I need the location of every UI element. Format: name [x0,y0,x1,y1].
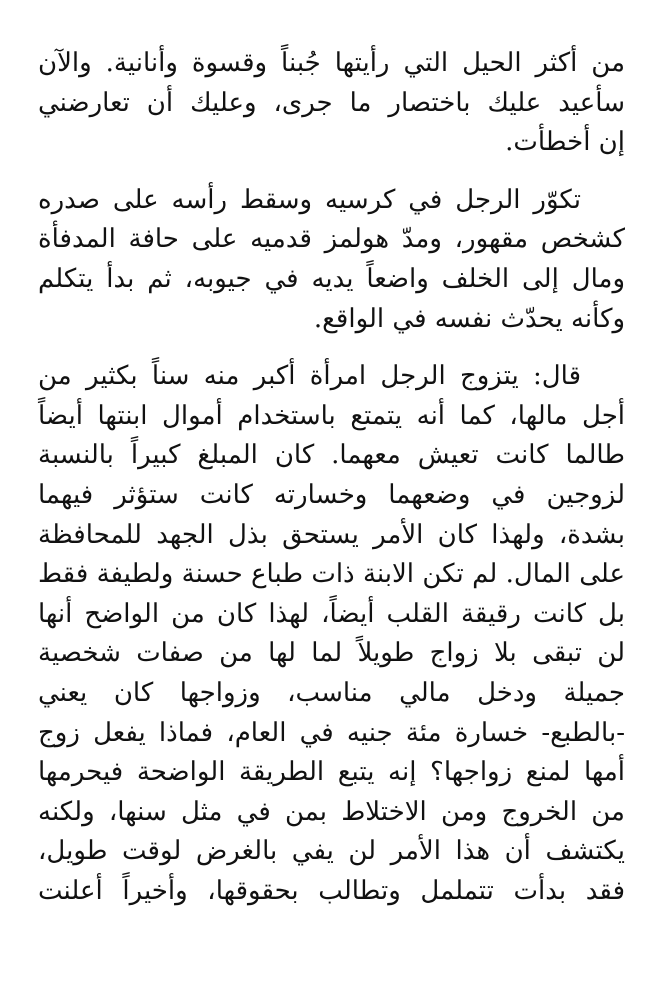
text-line: أجل مالها، كما أنه يتمتع باستخدام أموال ابنتها أيضاً [38,400,625,431]
paragraph-2 [0,181,651,339]
text-line: على المال. لم تكن الابنة ذات طباع حسنة ولطيفة فقط [38,559,625,590]
text-line: من أكثر الحيل التي رأيتها جُبناً وقسوة وأنانية. والآن [38,48,625,78]
text-line: كشخص مقهور، ومدّ هولمز قدميه على حافة المدفأة [38,224,625,255]
text-line: قال: يتزوج الرجل امرأة أكبر منه سناً بكثير من [38,361,581,392]
text-line: طالما كانت تعيش معهما. كان المبلغ كبيراً بالنسبة [38,440,625,471]
text-line: أمها لمنع زواجها؟ إنه يتبع الطريقة الواضحة فيحرمها [38,757,625,788]
text-line: جميلة ودخل مالي مناسب، وزواجها كان يعني [38,677,625,708]
text-line: من الخروج ومن الاختلاط بمن في مثل سنها، ولكنه [38,796,625,827]
text-line: تكوّر الرجل في كرسيه وسقط رأسه على صدره [38,184,581,215]
text-line: إن أخطأت. [505,127,625,158]
text-line: بشدة، ولهذا كان الأمر يستحق بذل الجهد للمحافظة [38,519,625,550]
text-line: فقد بدأت تتململ وتطالب بحقوقها، وأخيراً أعلنت [38,875,625,906]
text-line: -بالطبع- خسارة مئة جنيه في العام، فماذا يفعل زوج [38,717,625,748]
paragraph-1 [0,44,651,163]
text-line: بل كانت رقيقة القلب أيضاً، لهذا كان من الواضح أنها [38,598,625,629]
text-line: سأعيد عليك باختصار ما جرى، وعليك أن تعارضني [38,87,625,118]
text-line: لن تبقى بلا زواج طويلاً لما لها من صفات شخصية [38,638,625,669]
paragraph-3 [0,357,651,911]
text-line: ومال إلى الخلف واضعاً يديه في جيوبه، ثم بدأ يتكلم [38,263,625,294]
text-line: لزوجين في وضعهما وخسارته كانت ستؤثر فيهما [38,479,625,510]
text-line: يكتشف أن هذا الأمر لن يفي بالغرض لوقت طويل، [38,836,625,867]
book-page [0,44,651,1000]
text-line: وكأنه يحدّث نفسه في الواقع. [313,303,625,334]
